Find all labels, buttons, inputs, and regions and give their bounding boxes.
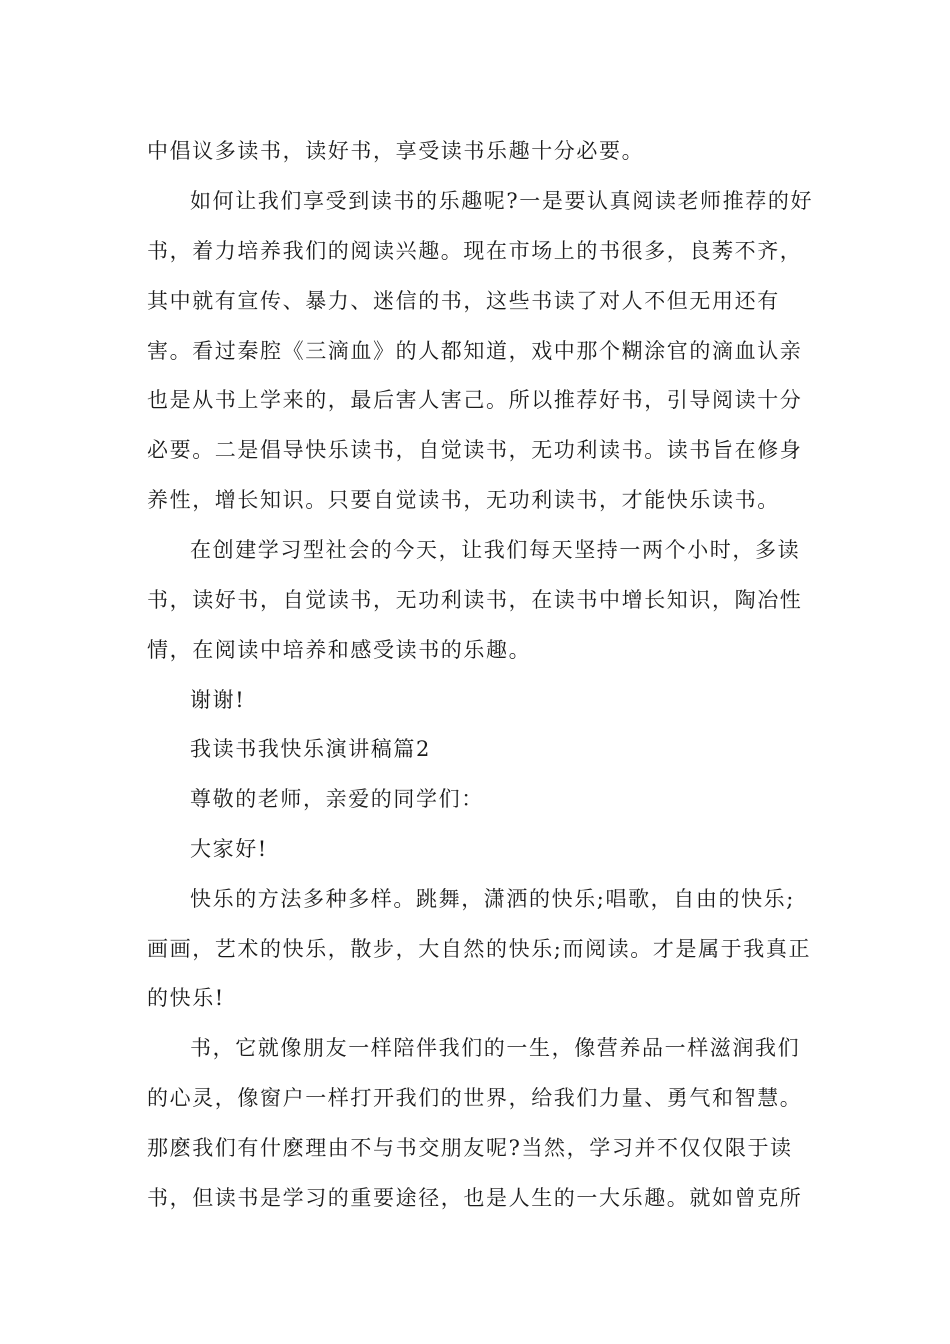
text-line: 快乐的方法多种多样。跳舞，潇洒的快乐;唱歌，自由的快乐;	[190, 887, 795, 911]
text-line: 如何让我们享受到读书的乐趣呢?一是要认真阅读老师推荐的好	[190, 189, 814, 213]
text-line: 中倡议多读书，读好书，享受读书乐趣十分必要。	[147, 139, 645, 163]
text-line: 其中就有宣传、暴力、迷信的书，这些书读了对人不但无用还有	[147, 289, 780, 313]
text-line: 那麽我们有什麽理由不与书交朋友呢?当然，学习并不仅仅限于读	[147, 1136, 793, 1160]
text-line: 谢谢!	[190, 688, 246, 712]
text-line: 书，读好书，自觉读书，无功利读书，在读书中增长知识，陶冶性	[147, 588, 803, 612]
text-line: 也是从书上学来的，最后害人害己。所以推荐好书，引导阅读十分	[147, 388, 803, 412]
salutation: 尊敬的老师，亲爱的同学们：	[190, 787, 484, 811]
text-line: 画画，艺术的快乐，散步，大自然的快乐;而阅读。才是属于我真正	[147, 937, 812, 961]
greeting: 大家好!	[190, 837, 268, 861]
text-line: 害。看过秦腔《三滴血》的人都知道，戏中那个糊涂官的滴血认亲	[147, 339, 803, 363]
text-line: 必要。二是倡导快乐读书，自觉读书，无功利读书。读书旨在修身	[147, 438, 803, 462]
text-line: 的快乐!	[147, 986, 225, 1010]
text-line: 情，在阅读中培养和感受读书的乐趣。	[147, 638, 532, 662]
text-line: 的心灵，像窗户一样打开我们的世界，给我们力量、勇气和智慧。	[147, 1086, 803, 1110]
text-line: 书，但读书是学习的重要途径，也是人生的一大乐趣。就如曾克所	[147, 1186, 803, 1210]
text-line: 书，着力培养我们的阅读兴趣。现在市场上的书很多，良莠不齐，	[147, 239, 803, 263]
text-line: 在创建学习型社会的今天，让我们每天坚持一两个小时，多读	[190, 538, 801, 562]
text-line: 养性，增长知识。只要自觉读书，无功利读书，才能快乐读书。	[147, 488, 780, 512]
text-line: 书，它就像朋友一样陪伴我们的一生，像营养品一样滋润我们	[190, 1036, 801, 1060]
section-heading: 我读书我快乐演讲稿篇2	[190, 737, 431, 761]
